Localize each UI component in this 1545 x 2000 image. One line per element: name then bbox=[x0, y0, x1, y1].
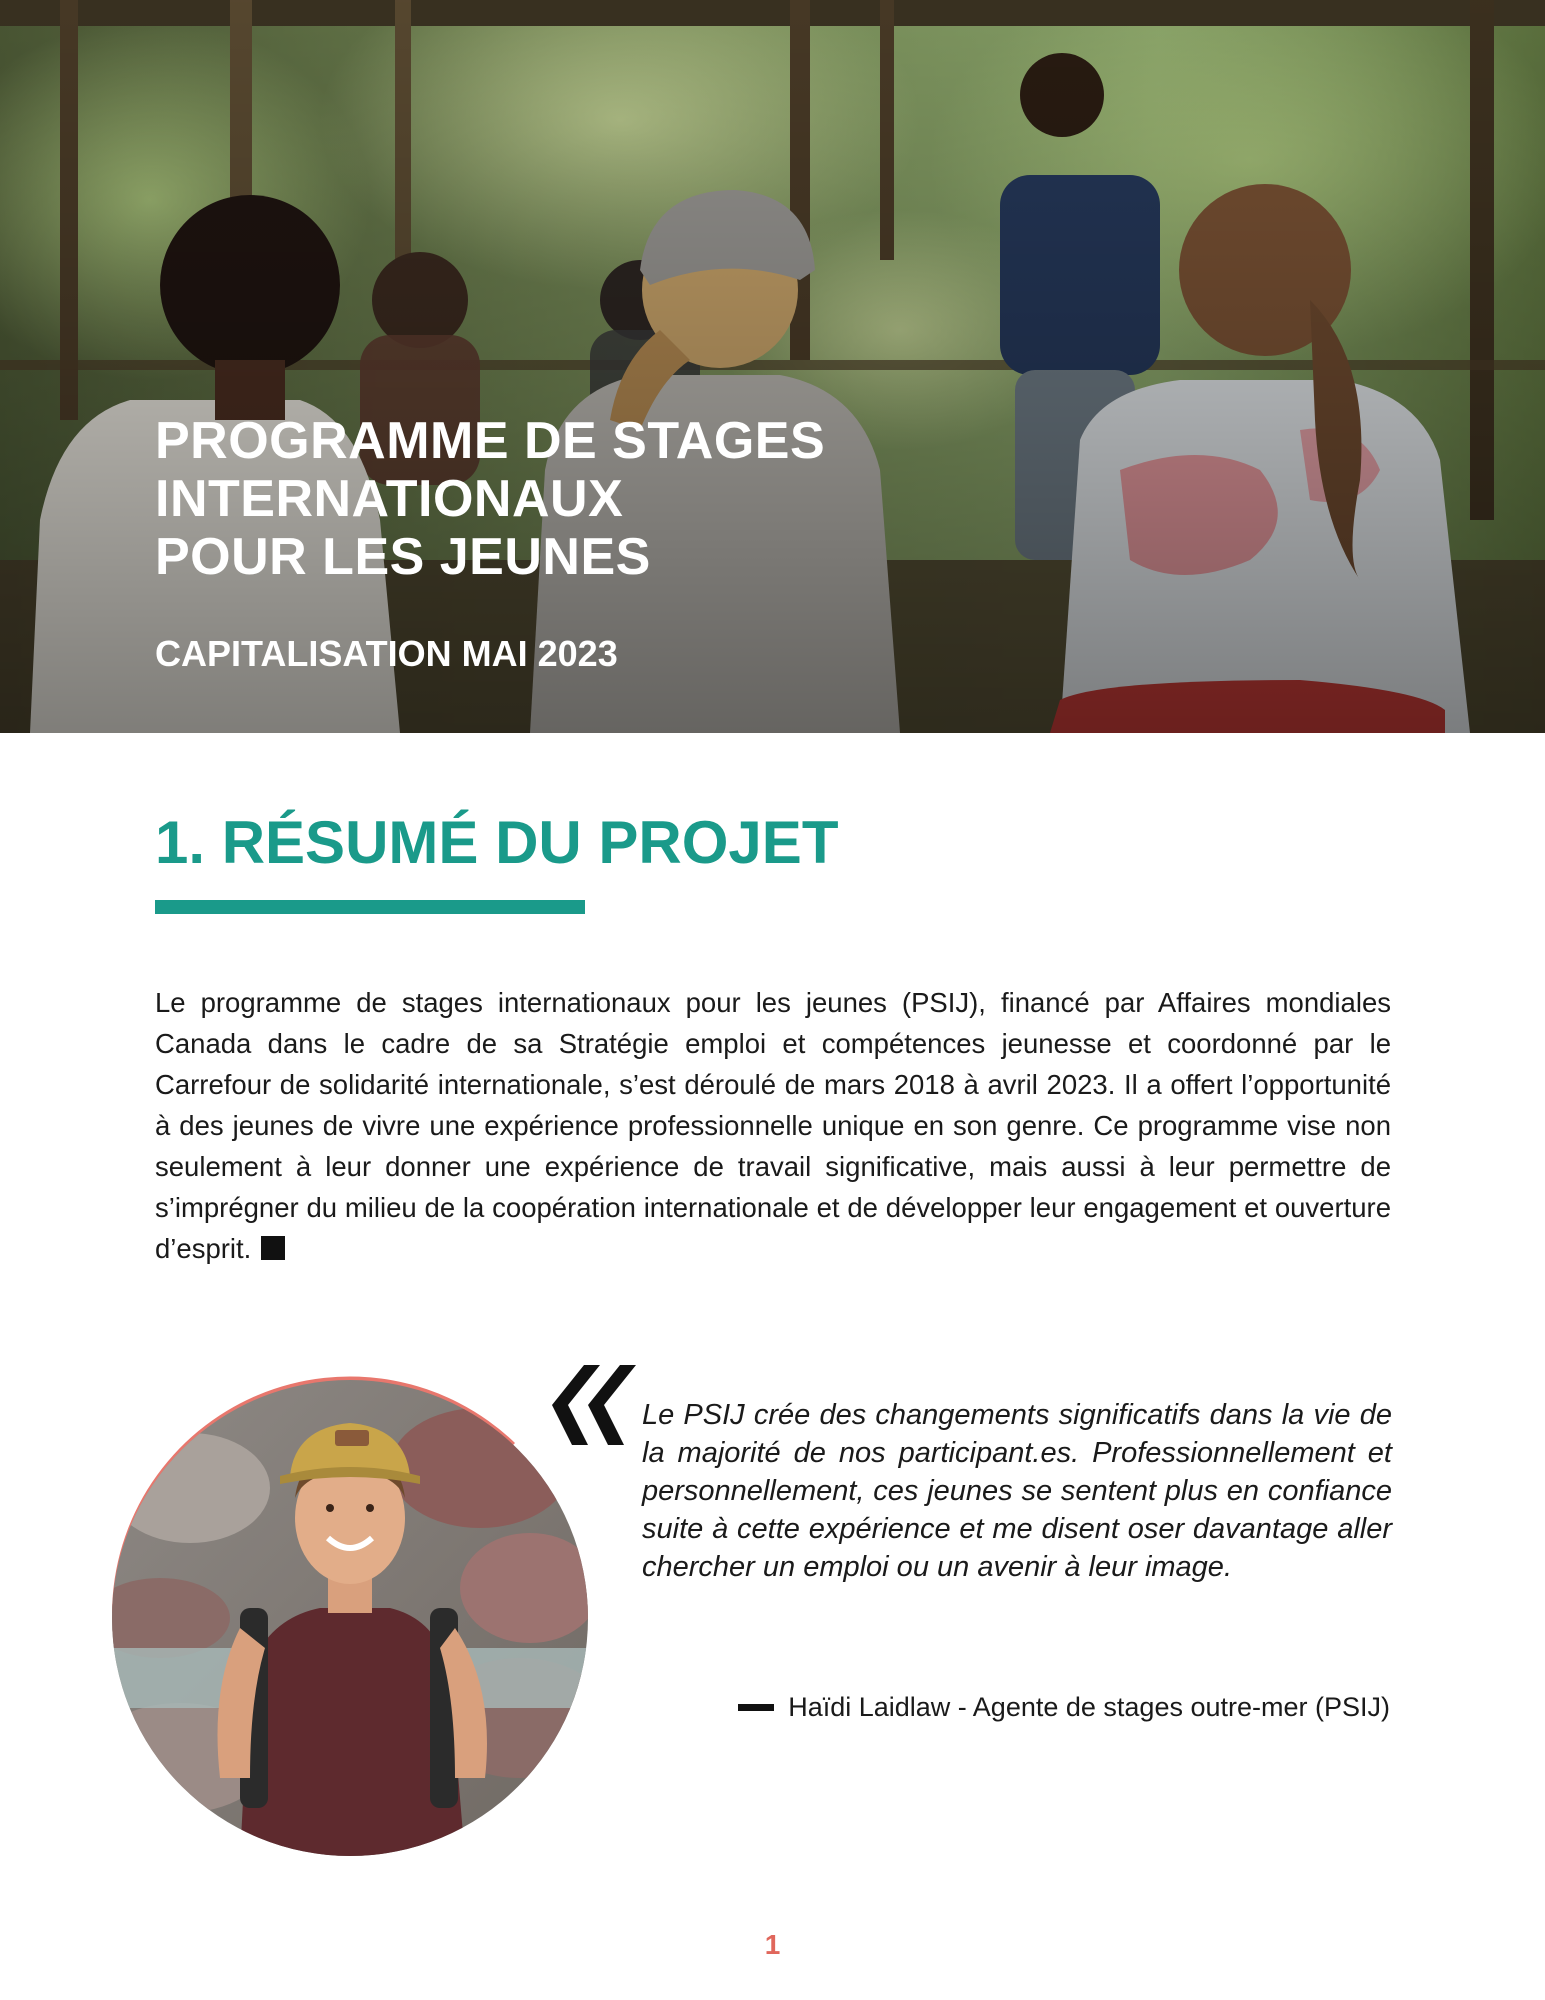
quote-attribution bbox=[738, 1690, 1390, 1724]
page-number: 1 bbox=[764, 1929, 781, 1960]
hero-banner bbox=[0, 0, 1545, 733]
title-line-1: PROGRAMME DE STAGES bbox=[155, 412, 826, 470]
title-line-2: INTERNATIONAUX bbox=[155, 470, 624, 528]
portrait-photo bbox=[100, 1358, 600, 1858]
square-end-icon bbox=[261, 1236, 285, 1260]
document-subtitle: CAPITALISATION MAI 2023 bbox=[155, 633, 618, 674]
heading-underline bbox=[155, 900, 585, 914]
opening-quote-icon bbox=[548, 1355, 638, 1455]
section-heading: 1. RÉSUMÉ DU PROJET bbox=[155, 809, 839, 876]
attribution-text: Haïdi Laidlaw - Agente de stages outre-mer (PSIJ) bbox=[788, 1692, 1390, 1722]
portrait-image bbox=[100, 1358, 600, 1858]
document-title bbox=[155, 412, 825, 586]
summary-paragraph bbox=[155, 982, 1391, 1269]
title-line-3: POUR LES JEUNES bbox=[155, 528, 651, 586]
summary-text: Le programme de stages internationaux pour les jeunes (PSIJ), financé par Affaires mondiales Canada dans le cadre de sa Stratégie emploi et compétences jeunesse et coordonné par le Carrefour de solidarité internationale, s’est déroulé de mars 2018 à avril 2023. Il a offert l’opportunité à des jeunes de vivre une expérience professionnelle unique en son genre. Ce programme vise non seulement à leur donner une expérience de travail significative, mais aussi à leur permettre de s’imprégner du milieu de la coopération internationale et de développer leur engagement et ouverture d’esprit. bbox=[155, 987, 1391, 1264]
dash-icon bbox=[738, 1704, 774, 1711]
testimonial-quote: Le PSIJ crée des changements significatifs dans la vie de la majorité de nos participant.es. Professionnellement et personnellement, ces jeunes se sentent plus en confiance suite à cette expérience et me disent oser davantage aller chercher un emploi ou un avenir à leur image. bbox=[642, 1399, 1392, 1583]
hero-photo bbox=[0, 0, 1545, 733]
